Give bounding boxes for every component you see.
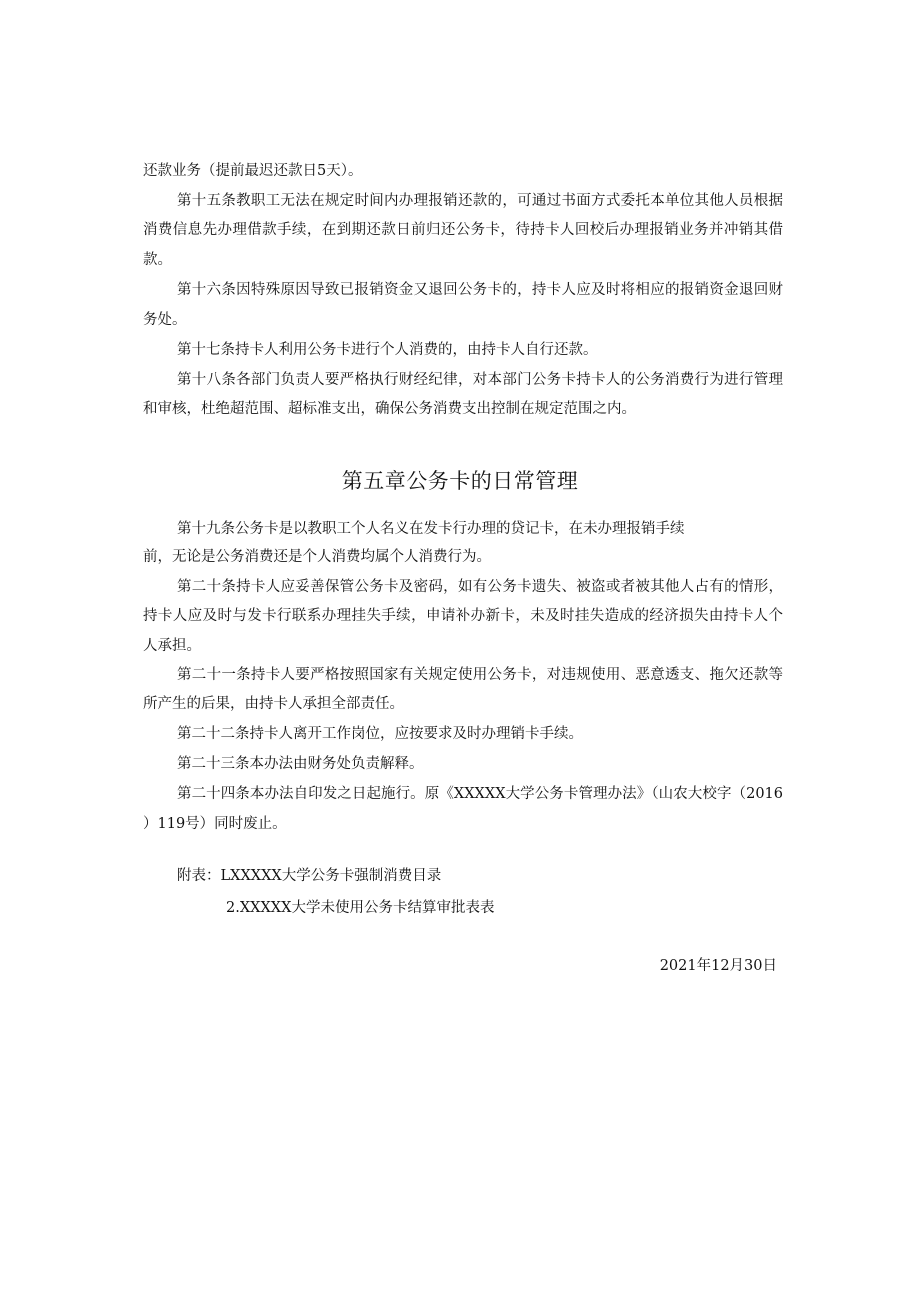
- article-18-line-2: 和审核，杜绝超范围、超标准支出，确保公务消费支出控制在规定范围之内。: [143, 401, 636, 417]
- article-16-line-1: 第十六条因特殊原因导致已报销资金又退回公务卡的，持卡人应及时将相应的报销资金退回财: [177, 282, 783, 298]
- article-24-line-1: 第二十四条本办法自印发之日起施行。原《XXXXX大学公务卡管理办法》（山农大校字（2016: [177, 786, 783, 802]
- article-15-line-1: 第十五条教职工无法在规定时间内办理报销还款的，可通过书面方式委托本单位其他人员根据: [177, 193, 783, 209]
- article-21-line-1: 第二十一条持卡人要严格按照国家有关规定使用公务卡，对违规使用、恶意透支、拖欠还款等: [177, 667, 783, 683]
- article-23-line-1: 第二十三条本办法由财务处负责解释。: [177, 756, 424, 772]
- article-21-line-2: 所产生的后果，由持卡人承担全部责任。: [143, 696, 404, 712]
- article-15-line-3: 款。: [143, 252, 172, 268]
- article-18-line-1: 第十八条各部门负责人要严格执行财经纪律，对本部门公务卡持卡人的公务消费行为进行管理: [177, 372, 783, 388]
- article-16-line-2: 务处。: [143, 312, 187, 328]
- article-15-line-2: 消费信息先办理借款手续，在到期还款日前归还公务卡，待持卡人回校后办理报销业务并冲销其借: [143, 222, 783, 238]
- article-20-line-2: 持卡人应及时与发卡行联系办理挂失手续，申请补办新卡，未及时挂失造成的经济损失由持卡人个: [143, 608, 783, 624]
- document-date: 2021年12月30日: [659, 958, 777, 974]
- paragraph-line: 还款业务（提前最迟还款日5天）。: [143, 163, 363, 179]
- article-19-line-1: 第十九条公务卡是以教职工个人名义在发卡行办理的贷记卡，在未办理报销手续: [177, 521, 685, 537]
- chapter-title: 第五章公务卡的日常管理: [341, 469, 579, 493]
- article-20-line-1: 第二十条持卡人应妥善保管公务卡及密码，如有公务卡遗失、被盗或者被其他人占有的情形，: [177, 579, 783, 595]
- article-20-line-3: 人承担。: [143, 638, 201, 654]
- article-17-line-1: 第十七条持卡人利用公务卡进行个人消费的，由持卡人自行还款。: [177, 342, 598, 358]
- attachment-item-1: 附表：LXXXXX大学公务卡强制消费目录: [177, 868, 442, 884]
- article-24-line-2: ）119号）同时废止。: [143, 816, 287, 832]
- article-19-line-2: 前，无论是公务消费还是个人消费均属个人消费行为。: [143, 549, 491, 565]
- article-22-line-1: 第二十二条持卡人离开工作岗位，应按要求及时办理销卡手续。: [177, 726, 583, 742]
- attachment-item-2: 2.XXXXX大学未使用公务卡结算审批表表: [226, 900, 495, 916]
